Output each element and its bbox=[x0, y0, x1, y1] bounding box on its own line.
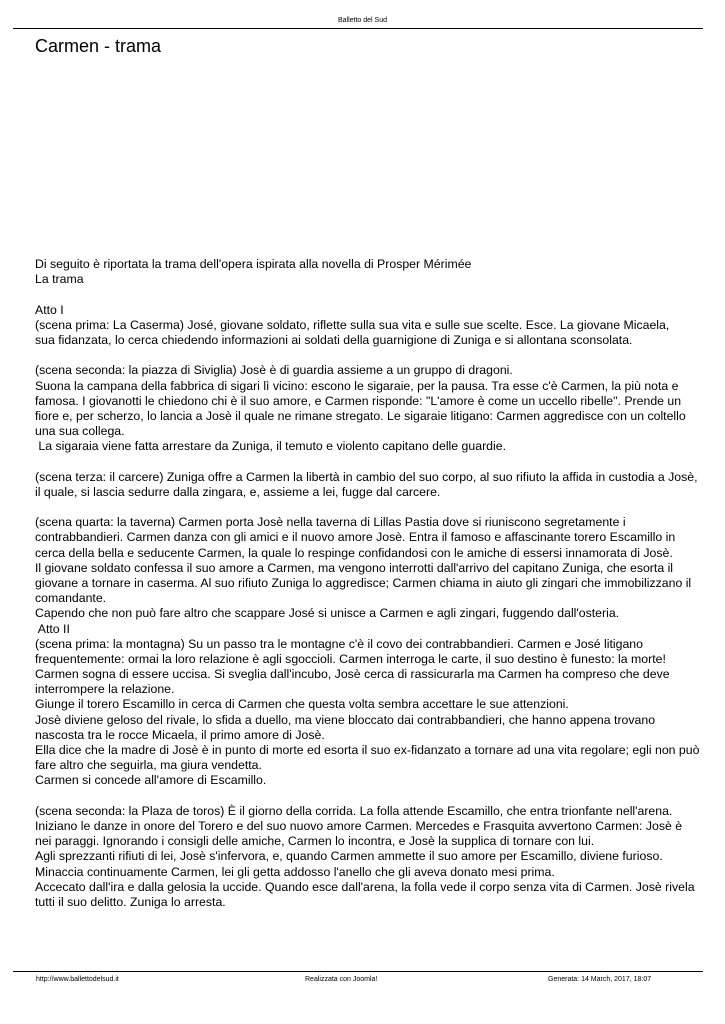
body-line: contrabbandieri. Carmen danza con gli amici e il nuovo amore Josè. Entra il famoso e affascinante torero Escamillo in bbox=[35, 530, 676, 545]
body-line bbox=[35, 348, 695, 363]
body-line: (scena terza: il carcere) Zuniga offre a Carmen la libertà in cambio del suo corpo, al suo rifiuto la affida in custodia a Josè, bbox=[35, 469, 698, 484]
footer-divider bbox=[13, 971, 703, 972]
body-line: sua fidanzata, lo cerca chiedendo informazioni ai soldati della guarnigione di Zuniga e si allontana sconsolata. bbox=[35, 332, 633, 347]
body-line: Agli sprezzanti rifiuti di lei, Josè s'infervora, e, quando Carmen ammette il suo amore per Escamillo, diviene furioso. bbox=[35, 849, 663, 864]
body-line bbox=[35, 789, 695, 804]
body-line: Atto II bbox=[35, 621, 70, 636]
body-line: interrompere la relazione. bbox=[35, 682, 175, 697]
body-line: Carmen sogna di essere uccisa. Si sveglia dall'incubo, Josè cerca di rassicurarla ma Carmen ha compreso che deve bbox=[35, 667, 670, 682]
body-line: (scena prima: la montagna) Su un passo tra le montagne c'è il covo dei contrabbandieri. Carmen e José litigano bbox=[35, 636, 643, 651]
body-line: Minaccia continuamente Carmen, lei gli getta addosso l'anello che gli aveva donato mesi prima. bbox=[35, 864, 555, 879]
body-line: fare altro che seguirla, ma giura vendetta. bbox=[35, 758, 262, 773]
footer-generated-date: Generata: 14 March, 2017, 18:07 bbox=[548, 976, 652, 983]
body-line: nascosta tra le rocce Micaela, il primo amore di Josè. bbox=[35, 727, 325, 742]
body-line: Josè diviene geloso del rivale, lo sfida a duello, ma viene bloccato dai contrabbandieri, che hanno appena trovano bbox=[35, 712, 656, 727]
body-line: frequentemente: ormai la loro relazione è agli sgoccioli. Carmen interroga le carte, il suo destino è funesto: la morte! bbox=[35, 651, 666, 666]
body-line: famosa. I giovanotti le chiedono chi è il suo amore, e Carmen risponde: "L'amore è come un uccello ribelle". Prende un bbox=[35, 393, 682, 408]
body-line: Di seguito è riportata la trama dell'opera ispirata alla novella di Prosper Mérimée bbox=[35, 257, 472, 271]
body-line bbox=[35, 500, 695, 515]
body-line: Giunge il torero Escamillo in cerca di Carmen che questa volta sembra accettare le sue attenzioni. bbox=[35, 697, 569, 712]
body-line: Accecato dall'ira e dalla gelosia la uccide. Quando esce dall'arena, la folla vede il corpo senza vita di Carmen. Josè rivela bbox=[35, 879, 695, 894]
body-line: (scena seconda: la piazza di Siviglia) Josè è di guardia assieme a un gruppo di dragoni. bbox=[35, 363, 513, 378]
body-line: cerca della bella e seducente Carmen, la quale lo respinge confidandosi con le amiche di essersi innamorata di Josè. bbox=[35, 545, 673, 560]
body-line: La trama bbox=[35, 272, 84, 287]
body-line: Capendo che non può fare altro che scappare José si unisce a Carmen e agli zingari, fuggendo dall'osteria. bbox=[35, 606, 620, 621]
page-title: Carmen - trama bbox=[35, 36, 162, 56]
body-line: Suona la campana della fabbrica di sigari lì vicino: escono le sigaraie, per la pausa. Tra esse c'è Carmen, la più nota e bbox=[35, 378, 679, 393]
body-line: (scena quarta: la taverna) Carmen porta Josè nella taverna di Lillas Pastia dove si riuniscono segretamente i bbox=[35, 515, 626, 530]
body-line bbox=[35, 454, 695, 469]
article-body bbox=[35, 257, 700, 910]
site-header: Balletto del Sud bbox=[337, 17, 388, 24]
body-line: (scena prima: La Caserma) José, giovane soldato, riflette sulla sua vita e sulle sue scelte. Esce. La giovane Micaela, bbox=[35, 317, 670, 332]
body-line: Iniziano le danze in onore del Torero e del suo nuovo amore Carmen. Mercedes e Frasquita avvertono Carmen: Josè è bbox=[35, 818, 683, 833]
footer-cms-credit: Realizzata con Joomla! bbox=[305, 976, 378, 983]
body-line: comandante. bbox=[35, 591, 107, 606]
body-line: il quale, si lascia sedurre dalla zingara, e, assieme a lei, fugge dal carcere. bbox=[35, 484, 441, 499]
body-line: (scena seconda: la Plaza de toros) È il giorno della corrida. La folla attende Escamillo, che entra trionfante nell'arena. bbox=[35, 803, 673, 818]
footer-url-link[interactable]: http://www.ballettodelsud.it bbox=[36, 976, 119, 983]
body-line bbox=[35, 287, 695, 302]
body-line: tutti il suo delitto. Zuniga lo arresta. bbox=[35, 894, 226, 909]
body-line: una sua collega. bbox=[35, 424, 125, 439]
body-line: Carmen si concede all'amore di Escamillo. bbox=[35, 773, 267, 788]
body-line: giovane a tornare in caserma. Al suo rifiuto Zuniga lo aggredisce; Carmen chiama in aiuto gli zingari che immobilizzano il bbox=[35, 575, 692, 590]
body-line: Atto I bbox=[35, 302, 64, 317]
header-divider bbox=[13, 28, 703, 29]
body-line: nei paraggi. Ignorando i consigli delle amiche, Carmen lo incontra, e Josè la supplica di tornare con lui. bbox=[35, 834, 595, 849]
body-line: La sigaraia viene fatta arrestare da Zuniga, il temuto e violento capitano delle guardie. bbox=[35, 439, 506, 454]
body-line: Il giovane soldato confessa il suo amore a Carmen, ma vengono interrotti dall'arrivo del capitano Zuniga, che esorta il bbox=[35, 560, 674, 575]
body-line: fiore e, per scherzo, lo lancia a Josè il quale ne rimane stregato. Le sigaraie litigano: Carmen aggredisce con un coltello bbox=[35, 408, 686, 423]
body-line: Ella dice che la madre di Josè è in punto di morte ed esorta il suo ex-fidanzato a tornare ad una vita regolare; egli non può bbox=[35, 743, 700, 757]
